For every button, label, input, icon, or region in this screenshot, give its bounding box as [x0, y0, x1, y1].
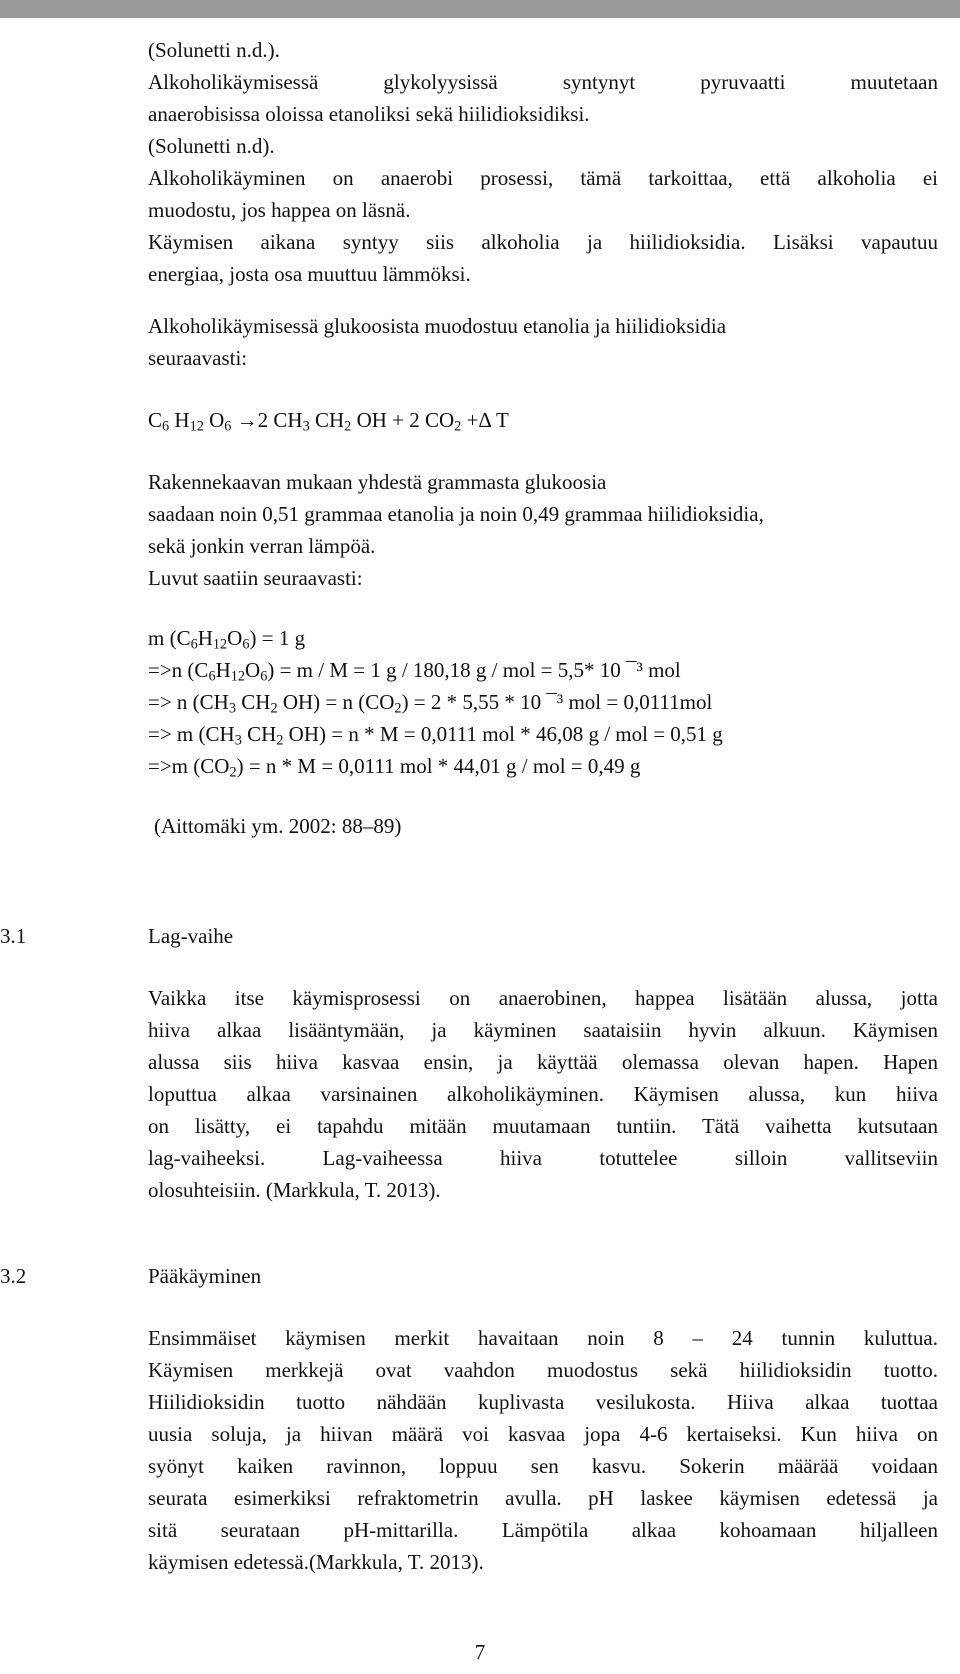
- intro-line: anaerobisissa oloissa etanoliksi sekä hiilidioksidiksi.: [148, 102, 590, 126]
- intro-paragraph: [148, 34, 938, 290]
- intro-line: muodostu, jos happea on läsnä.: [148, 198, 411, 222]
- calc-line-5: =>m $(CO_2) = n * M = 0,0111$ mol * 44,01 g / mol = 0,49 g: [148, 754, 641, 781]
- section-number: 3.1: [0, 924, 27, 948]
- calc-line-4: => m ($CH_3$ $CH_2$ OH) = n * M = 0,0111 mol * 46,08 g / mol = 0,51 g: [148, 722, 723, 749]
- intro-line: Käymisen aikana syntyy siis alkoholia ja hiilidioksidia. Lisäksi vapautuu: [148, 230, 938, 254]
- body-line: käymisen edetessä.(Markkula, T. 2013).: [148, 1550, 484, 1574]
- body-line: syönyt kaiken ravinnon, loppuu sen kasvu. Sokerin määrää voidaan: [148, 1454, 938, 1478]
- formation-line: Alkoholikäymisessä glukoosista muodostuu etanolia ja hiilidioksidia: [148, 314, 727, 338]
- section-number: 3.2: [0, 1264, 27, 1288]
- intro-line: energiaa, josta osa muuttuu lämmöksi.: [148, 262, 471, 286]
- body-line: Ensimmäiset käymisen merkit havaitaan noin 8 – 24 tunnin kuluttua.: [148, 1326, 938, 1350]
- intro-line: (Solunetti n.d).: [148, 134, 275, 158]
- body-line: sitä seurataan pH-mittarilla. Lämpötila alkaa kohoamaan hiljalleen: [148, 1518, 938, 1542]
- body-line: Vaikka itse käymisprosessi on anaerobinen, happea lisätään alussa, jotta: [148, 986, 938, 1010]
- section-heading-3-2: [0, 1260, 960, 1292]
- page-top-bar: [0, 0, 960, 18]
- formation-paragraph: [148, 310, 938, 374]
- intro-line: (Solunetti n.d.).: [148, 38, 280, 62]
- yield-line: saadaan noin 0,51 grammaa etanolia ja noin 0,49 grammaa hiilidioksidia,: [148, 502, 764, 526]
- citation: (Aittomäki ym. 2002: 88–89): [154, 814, 402, 838]
- calc-line-1: m $(C_6H_{12}O_6) = 1$ g: [148, 626, 306, 653]
- section-3-2-paragraph: [148, 1322, 938, 1578]
- reaction-equation: $C_6$ $H_{12}$ $O_6 \to 2$ $CH_3$ $CH_2$ OH + 2 $CO_2 +\Delta$ T: [148, 408, 509, 435]
- body-line: on lisätty, ei tapahdu mitään muutamaan tuntiin. Tätä vaihetta kutsutaan: [148, 1114, 938, 1138]
- yield-line: sekä jonkin verran lämpöä.: [148, 534, 376, 558]
- intro-line: Alkoholikäymisessä glykolyysissä syntynyt pyruvaatti muutetaan: [148, 70, 938, 94]
- section-3-1-paragraph: [148, 982, 938, 1206]
- calc-line-3: => n ($CH_3$ $CH_2$ OH) = n $(CO_2) = 2 * 5,55 * 10$ ¯³ mol = 0,0111mol: [148, 690, 713, 717]
- body-line: uusia soluja, ja hiivan määrä voi kasvaa jopa 4-6 kertaiseksi. Kun hiiva on: [148, 1422, 938, 1446]
- calc-line-2: =>n $(C_6H_{12}O_6) = m / M = 1$ g / 180,18 g / mol = 5,5* 10 ¯³ mol: [148, 658, 681, 685]
- body-line: lag-vaiheeksi. Lag-vaiheessa hiiva totuttelee silloin vallitseviin: [148, 1146, 938, 1170]
- body-line: Hiilidioksidin tuotto nähdään kuplivasta vesilukosta. Hiiva alkaa tuottaa: [148, 1390, 938, 1414]
- intro-line: Alkoholikäyminen on anaerobi prosessi, tämä tarkoittaa, että alkoholia ei: [148, 166, 938, 190]
- yield-line: Rakennekaavan mukaan yhdestä grammasta glukoosia: [148, 470, 607, 494]
- body-line: alussa siis hiiva kasvaa ensin, ja käyttää olemassa olevan hapen. Hapen: [148, 1050, 938, 1074]
- section-title: Pääkäyminen: [148, 1264, 262, 1288]
- body-line: olosuhteisiin. (Markkula, T. 2013).: [148, 1178, 441, 1202]
- calculation-block: [148, 622, 938, 782]
- body-line: hiiva alkaa lisääntymään, ja käyminen saataisiin hyvin alkuun. Käymisen: [148, 1018, 938, 1042]
- page-number: 7: [474, 1640, 486, 1664]
- yield-line: Luvut saatiin seuraavasti:: [148, 566, 363, 590]
- section-heading-3-1: [0, 920, 960, 952]
- body-line: seurata esimerkiksi refraktometrin avulla. pH laskee käymisen edetessä ja: [148, 1486, 938, 1510]
- body-line: loputtua alkaa varsinainen alkoholikäyminen. Käymisen alussa, kun hiiva: [148, 1082, 938, 1106]
- section-title: Lag-vaihe: [148, 924, 234, 948]
- yield-paragraph: [148, 466, 938, 594]
- formation-line: seuraavasti:: [148, 346, 248, 370]
- body-line: Käymisen merkkejä ovat vaahdon muodostus sekä hiilidioksidin tuotto.: [148, 1358, 938, 1382]
